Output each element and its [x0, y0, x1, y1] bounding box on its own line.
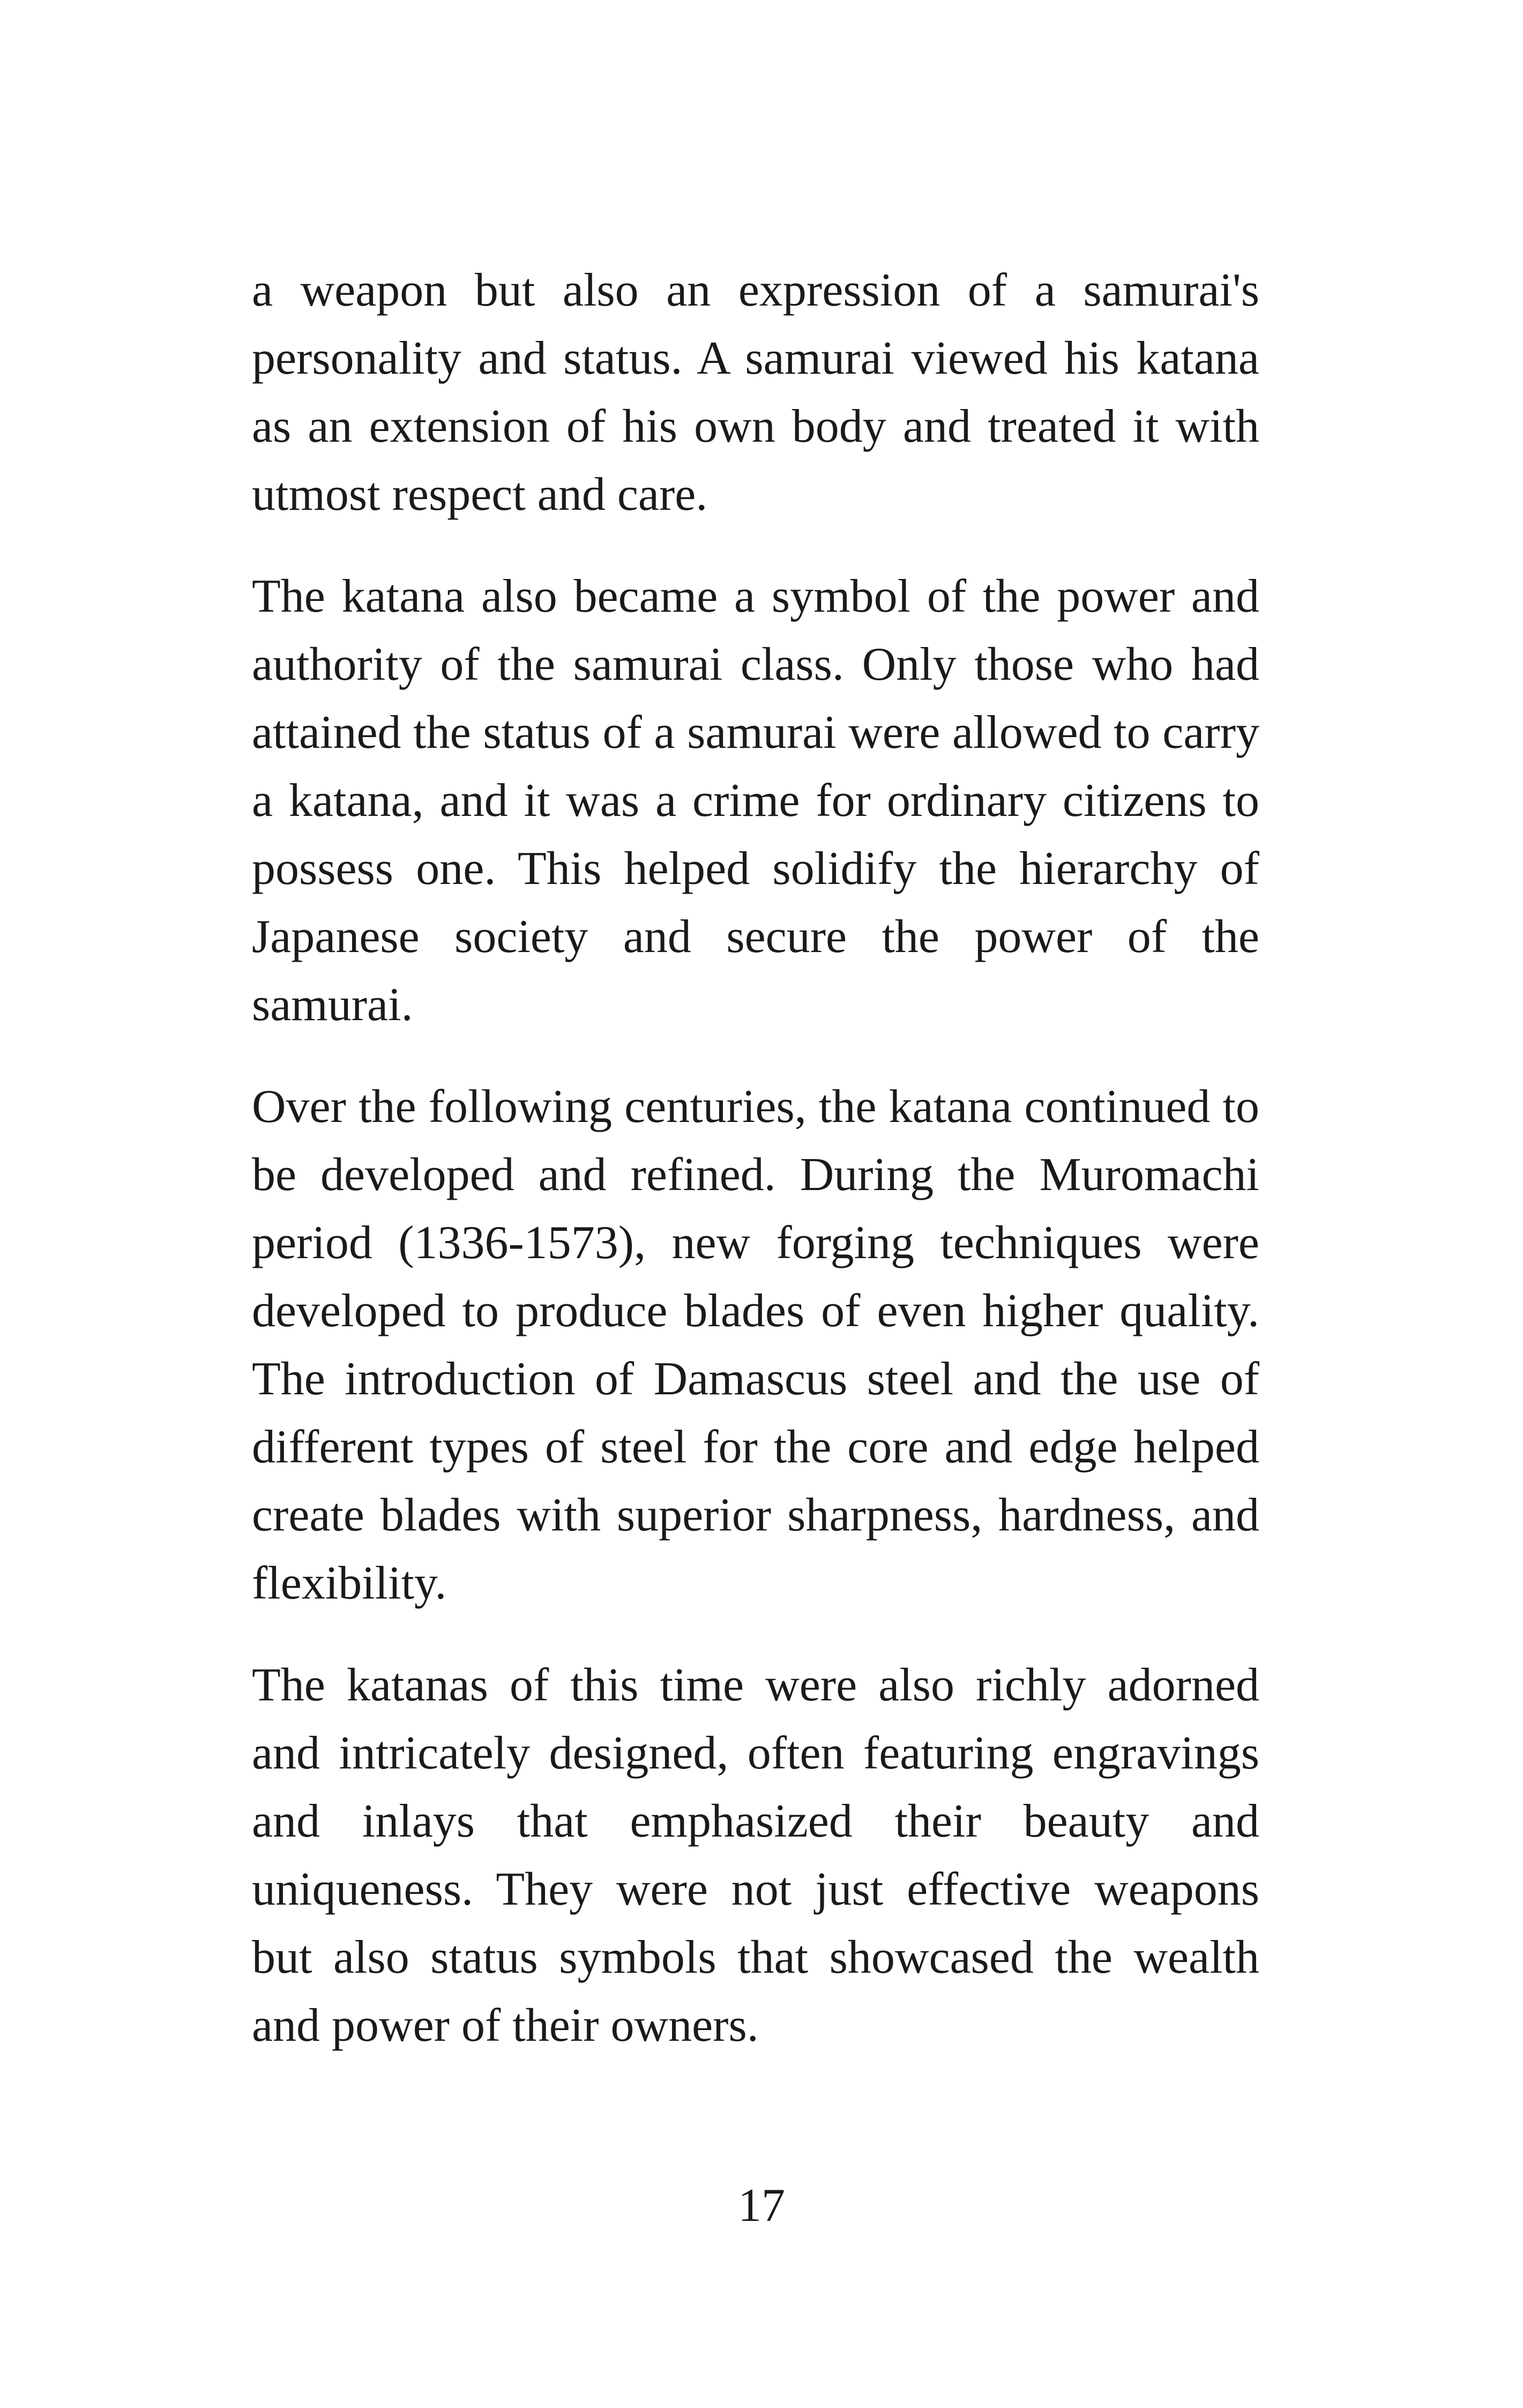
paragraph: Over the following centuries, the katana continued to be developed and refined. During the Muromachi period (1336-1573), new forging techniques were developed to produce blades of even higher quality. The introduction of Damascus steel and the use of different types of steel for the core and edge helped create blades with superior sharpness, hardness, and flexibility.: [252, 1081, 1259, 1609]
paragraph: The katana also became a symbol of the power and authority of the samurai class. Only those who had attained the status of a samurai were allowed to carry a katana, and it was a crime for ordinary citizens to possess one. This helped solidify the hierarchy of Japanese society and secure the power of the samurai.: [252, 570, 1259, 1031]
paragraph: a weapon but also an expression of a samurai's personality and status. A samurai viewed his katana as an extension of his own body and treated it with utmost respect and care.: [252, 264, 1259, 521]
page-number: 17: [738, 2180, 785, 2232]
paragraph: The katanas of this time were also richly adorned and intricately designed, often featuring engravings and inlays that emphasized their beauty and uniqueness. They were not just effective weapons but also status symbols that showcased the wealth and power of their owners.: [252, 1659, 1259, 2052]
body-text: [252, 256, 1259, 2093]
